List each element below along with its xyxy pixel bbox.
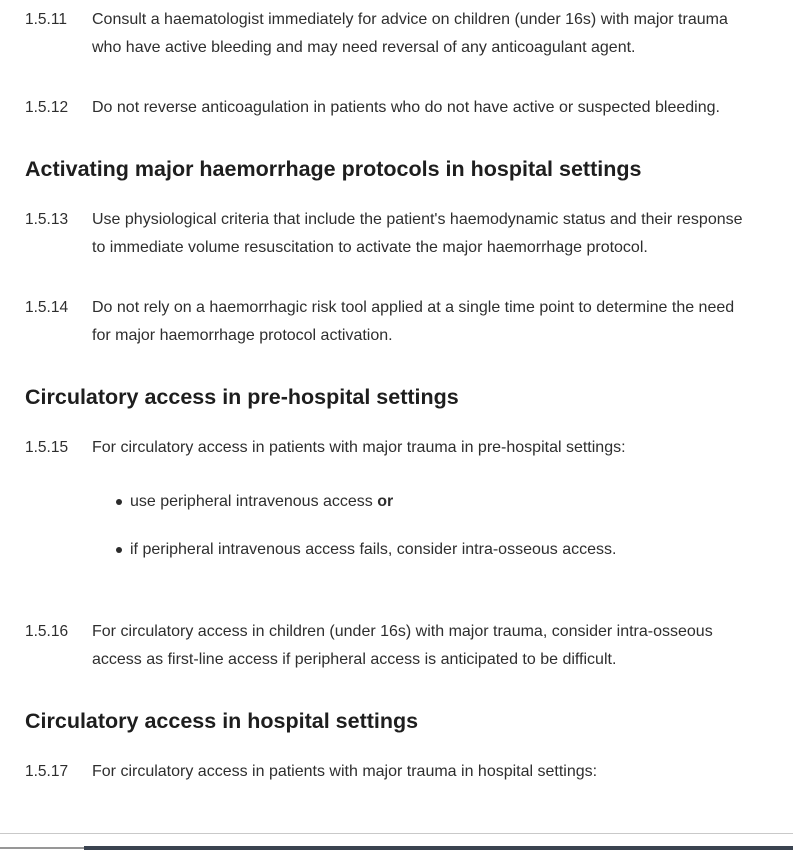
recommendation-number: 1.5.14 [25, 299, 69, 316]
bottom-dark-bar [84, 846, 793, 850]
recommendation-bullet-list [92, 488, 747, 564]
section-heading-activating-major-haemorrhage: Activating major haemorrhage protocols in hospital settings [25, 157, 642, 181]
recommendation-intro: For circulatory access in patients with major trauma in pre-hospital settings: [92, 439, 626, 456]
bottom-edge-left-segment [0, 847, 84, 849]
recommendation-1-5-13 [25, 206, 793, 262]
recommendation-number: 1.5.16 [25, 623, 69, 640]
recommendation-text: Use physiological criteria that include the patient's haemodynamic status and their response to immediate volume resuscitation to activate the major haemorrhage protocol. [92, 211, 743, 256]
recommendation-1-5-11 [25, 6, 793, 62]
horizontal-rule [0, 833, 793, 834]
recommendation-number: 1.5.11 [25, 11, 67, 28]
recommendation-1-5-16 [25, 618, 793, 674]
recommendation-number: 1.5.12 [25, 99, 69, 116]
recommendation-text: Do not rely on a haemorrhagic risk tool applied at a single time point to determine the need for major haemorrhage protocol activation. [92, 299, 735, 344]
recommendation-text [92, 434, 747, 586]
bullet-bold-word: or [377, 493, 394, 510]
recommendation-1-5-15 [25, 434, 793, 586]
bullet-item [92, 488, 747, 516]
recommendation-text: Consult a haematologist immediately for advice on children (under 16s) with major trauma who have active bleeding and may need reversal of any anticoagulant agent. [92, 11, 728, 56]
recommendation-1-5-14 [25, 294, 793, 350]
recommendation-text: For circulatory access in children (under 16s) with major trauma, consider intra-osseous access as first-line access if peripheral access is anticipated to be difficult. [92, 623, 713, 668]
section-heading-circulatory-access-pre-hospital: Circulatory access in pre-hospital settings [25, 385, 459, 409]
recommendation-number: 1.5.15 [25, 439, 69, 456]
bullet-text: use peripheral intravenous access [130, 493, 378, 510]
section-heading-circulatory-access-hospital: Circulatory access in hospital settings [25, 709, 419, 733]
recommendation-number: 1.5.17 [25, 763, 69, 780]
bullet-item [92, 536, 747, 564]
bullet-text: if peripheral intravenous access fails, consider intra-osseous access. [130, 541, 617, 558]
recommendation-1-5-17 [25, 758, 793, 786]
recommendation-number: 1.5.13 [25, 211, 69, 228]
recommendation-text: Do not reverse anticoagulation in patients who do not have active or suspected bleeding. [92, 99, 720, 116]
recommendation-text: For circulatory access in patients with major trauma in hospital settings: [92, 763, 598, 780]
recommendation-1-5-12 [25, 94, 793, 122]
